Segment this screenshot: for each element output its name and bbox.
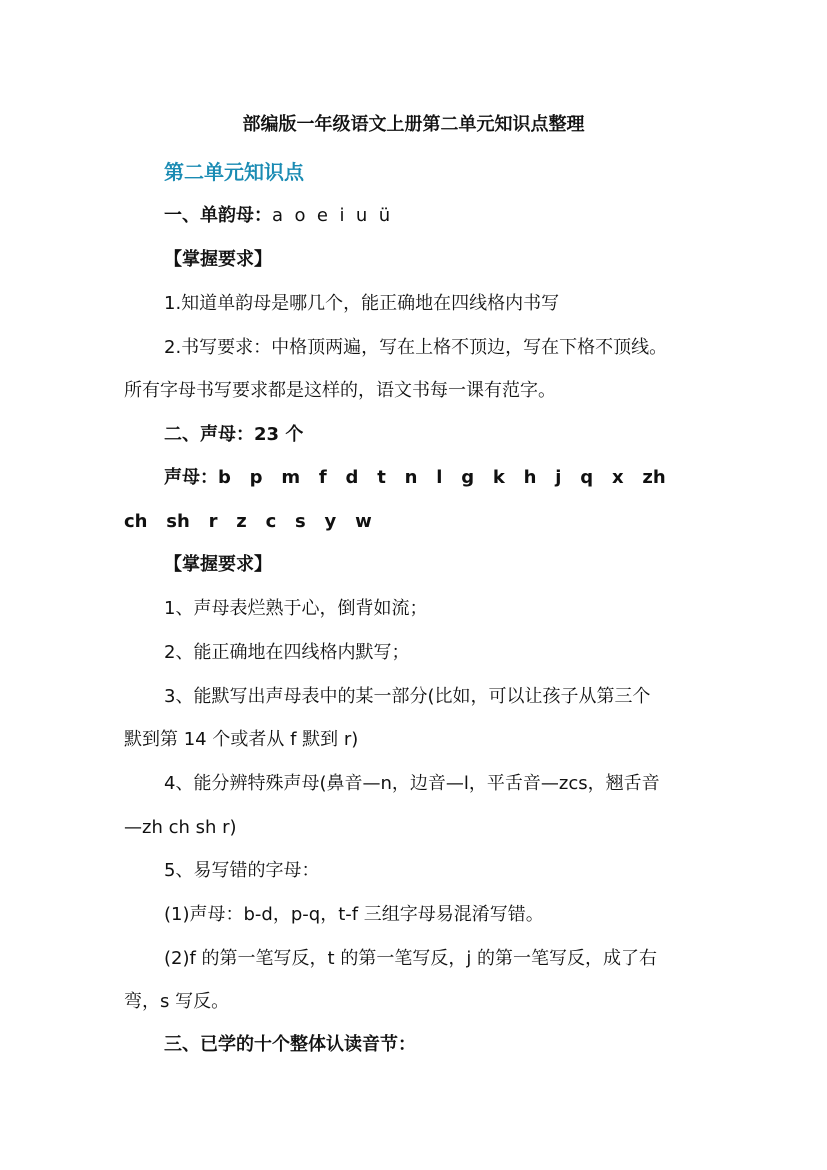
section2-item1: 1、声母表烂熟于心，倒背如流； [164, 598, 428, 619]
section2-item2: 2、能正确地在四线格内默写； [164, 642, 410, 663]
section1-heading: 一、单韵母： [164, 205, 272, 226]
section1-item2-line2: 所有字母书写要求都是这样的，语文书每一课有范字。 [124, 380, 556, 401]
section1-item1: 1.知道单韵母是哪几个，能正确地在四线格内书写 [164, 293, 560, 314]
section2-item4-line2: —zh ch sh r) [124, 817, 237, 838]
section2-item3-line1: 3、能默写出声母表中的某一部分(比如，可以让孩子从第三个 [164, 686, 651, 707]
unit-heading: 第二单元知识点 [164, 160, 304, 184]
section2-heading: 二、声母：23 个 [164, 424, 304, 445]
section2-item5: 5、易写错的字母： [164, 860, 320, 881]
section2-item4-line1: 4、能分辨特殊声母(鼻音—n，边音—l，平舌音—zcs，翘舌音 [164, 773, 660, 794]
document-title: 部编版一年级语文上册第二单元知识点整理 [242, 114, 585, 135]
section2-requirement-title: 【掌握要求】 [164, 554, 272, 575]
section2-item3-line2: 默到第 14 个或者从 f 默到 r) [124, 729, 359, 750]
section2-item5-2-line1: (2)f 的第一笔写反，t 的第一笔写反，j 的第一笔写反，成了右 [164, 948, 658, 969]
section3-heading: 三、已学的十个整体认读音节： [164, 1034, 416, 1055]
initials-line2: ch sh r z c s y w [124, 511, 372, 532]
section1-item2-line1: 2.书写要求：中格顶两遍，写在上格不顶边，写在下格不顶线。 [164, 337, 668, 358]
section2-item5-2-line2: 弯，s 写反。 [124, 991, 230, 1012]
section1-requirement-title: 【掌握要求】 [164, 249, 272, 270]
section2-item5-1: (1)声母：b-d，p-q，t-f 三组字母易混淆写错。 [164, 904, 544, 925]
section1-heading-line [164, 202, 390, 230]
initials-line1: 声母：b p m f d t n l g k h j q x zh [164, 467, 666, 488]
vowel-letters: a o e i u ü [272, 205, 391, 226]
